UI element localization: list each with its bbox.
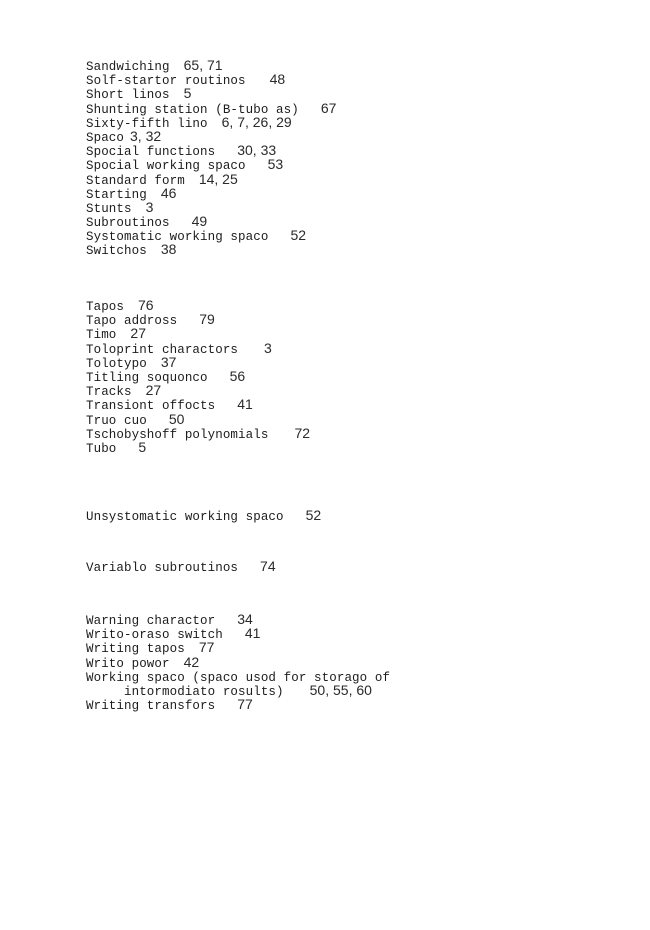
- index-entry: [86, 71, 336, 89]
- index-entry: [86, 382, 310, 400]
- entry-term: Truo cuo: [86, 413, 147, 428]
- entry-pages: 52: [290, 227, 307, 244]
- entry-pages: 67: [320, 99, 337, 116]
- index-group-u: [86, 508, 321, 522]
- entry-term: Tracks: [86, 385, 132, 400]
- entry-term: Standard form: [86, 173, 185, 188]
- index-entry: [86, 325, 310, 343]
- entry-pages: 50: [168, 410, 185, 427]
- entry-term: Titling soquonco: [86, 370, 208, 385]
- index-entry: [86, 412, 310, 426]
- entry-pages: 49: [191, 213, 208, 230]
- entry-pages: 30, 33: [237, 142, 277, 159]
- entry-pages: 50, 55, 60: [309, 681, 372, 698]
- index-entry: [86, 639, 404, 657]
- entry-pages: 5: [183, 85, 192, 102]
- entry-pages: 6, 7, 26, 29: [221, 113, 292, 130]
- entry-term: Subroutinos: [86, 216, 170, 231]
- entry-pages: 34: [237, 611, 253, 627]
- entry-term: Writing transfors: [86, 699, 216, 714]
- index-entry: [86, 142, 336, 160]
- entry-pages: 3, 32: [130, 127, 162, 144]
- entry-term: Short linos: [86, 88, 170, 103]
- index-entry: [86, 355, 310, 369]
- index-entry: [86, 156, 336, 174]
- index-entry: [86, 58, 336, 72]
- entry-term: Tubo: [86, 441, 117, 456]
- index-entry: [86, 341, 310, 355]
- entry-pages: 14, 25: [198, 170, 238, 187]
- entry-pages: 3: [264, 339, 272, 356]
- entry-term: Spocial working spaco: [86, 159, 246, 174]
- index-group-w: [86, 611, 404, 714]
- entry-term: Tolotypo: [86, 356, 147, 371]
- entry-pages: 38: [160, 241, 177, 258]
- entry-pages: 48: [269, 71, 286, 88]
- entry-term: Toloprint charactors: [86, 342, 239, 357]
- index-entry: [86, 508, 321, 522]
- entry-term: Spocial functions: [86, 145, 216, 160]
- entry-pages: 72: [294, 424, 311, 441]
- index-entry: [86, 559, 276, 573]
- index-entry: [86, 115, 336, 129]
- index-entry: [86, 669, 404, 683]
- entry-pages: 79: [199, 311, 215, 328]
- entry-term: intormodiato rosults): [124, 684, 284, 699]
- index-entry: [86, 172, 336, 186]
- index-group-v: [86, 559, 276, 573]
- entry-pages: 3: [145, 198, 154, 215]
- entry-pages: 41: [237, 396, 253, 413]
- entry-term: Warning charactor: [86, 614, 216, 628]
- entry-pages: 74: [260, 558, 276, 574]
- index-group-s: [86, 58, 336, 257]
- entry-term: Variablo subroutinos: [86, 561, 239, 575]
- entry-pages: 42: [183, 653, 200, 670]
- index-entry: [86, 655, 404, 669]
- index-entry: [86, 213, 336, 231]
- index-entry: [86, 186, 336, 200]
- index-entry: [86, 612, 404, 626]
- index-entry: [86, 129, 336, 143]
- index-entry: [86, 298, 310, 312]
- entry-term: Sixty-fifth lino: [86, 116, 208, 131]
- entry-pages: 53: [267, 156, 284, 173]
- index-entry: [86, 200, 336, 214]
- entry-term: Systomatic working spaco: [86, 230, 269, 245]
- index-entry: [86, 696, 404, 714]
- entry-term: Working spaco (spaco usod for storago of: [86, 670, 391, 685]
- entry-pages: 5: [138, 438, 147, 455]
- entry-pages: 65, 71: [183, 57, 223, 73]
- entry-term: Sandwiching: [86, 60, 170, 74]
- index-entry: [86, 369, 310, 383]
- index-entry: [86, 625, 404, 643]
- index-group-t: [86, 298, 310, 454]
- entry-term: Solf-startor routinos: [86, 74, 246, 89]
- entry-term: Writo-oraso switch: [86, 628, 223, 643]
- entry-pages: 52: [305, 507, 322, 523]
- entry-term: Stunts: [86, 201, 132, 216]
- entry-pages: 46: [160, 184, 177, 201]
- entry-pages: 77: [198, 639, 215, 656]
- index-entry: [86, 85, 336, 103]
- entry-pages: 37: [160, 353, 177, 370]
- entry-term: Spaco: [86, 130, 125, 145]
- index-entry: [86, 241, 336, 259]
- entry-term: Tapos: [86, 300, 125, 314]
- entry-pages: 76: [138, 297, 154, 313]
- entry-pages: 27: [145, 382, 162, 399]
- entry-term: Timo: [86, 328, 117, 343]
- entry-term: Unsystomatic working spaco: [86, 510, 284, 524]
- entry-term: Switchos: [86, 244, 147, 259]
- index-entry: [86, 396, 310, 414]
- index-entry-continuation: [86, 683, 404, 697]
- entry-pages: 27: [130, 325, 146, 342]
- entry-term: Tapo addross: [86, 314, 178, 329]
- entry-term: Tschobyshoff polynomials: [86, 427, 269, 442]
- entry-term: Writo powor: [86, 656, 170, 671]
- entry-pages: 56: [229, 367, 246, 384]
- index-entry: [86, 101, 336, 115]
- entry-term: Shunting station (B-tubo as): [86, 102, 299, 117]
- entry-term: Transiont offocts: [86, 399, 216, 414]
- index-entry: [86, 440, 310, 454]
- entry-term: Writing tapos: [86, 642, 185, 657]
- index-entry: [86, 227, 336, 245]
- entry-pages: 41: [244, 625, 261, 642]
- entry-pages: 77: [237, 696, 253, 713]
- entry-term: Starting: [86, 187, 147, 202]
- index-entry: [86, 426, 310, 440]
- index-entry: [86, 311, 310, 329]
